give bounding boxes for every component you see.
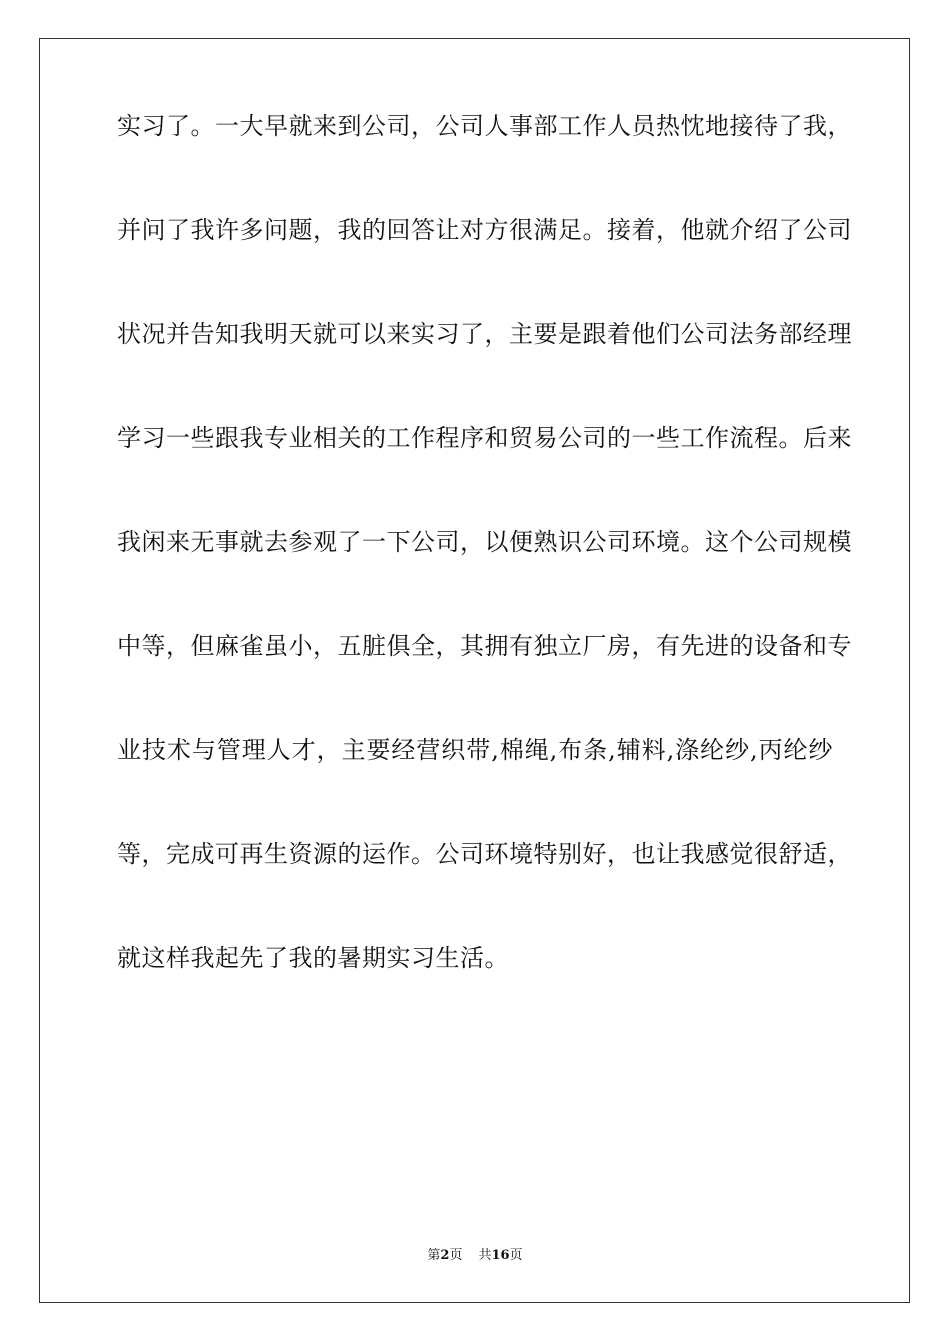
paragraph-line-9: 就这样我起先了我的暑期实习生活。 bbox=[117, 944, 509, 972]
paragraph-line-3: 状况并告知我明天就可以来实习了，主要是跟着他们公司法务部经理 bbox=[117, 320, 852, 348]
paragraph-line-6: 中等，但麻雀虽小，五脏俱全，其拥有独立厂房，有先进的设备和专 bbox=[117, 632, 852, 660]
total-pages: 16 bbox=[491, 1248, 510, 1263]
paragraph-line-2: 并问了我许多问题，我的回答让对方很满足。接着，他就介绍了公司 bbox=[117, 216, 852, 244]
paragraph-line-7: 业技术与管理人才，主要经营织带,棉绳,布条,辅料,涤纶纱,丙纶纱 bbox=[117, 736, 833, 764]
total-suffix: 页 bbox=[509, 1248, 523, 1263]
paragraph-line-1: 实习了。一大早就来到公司，公司人事部工作人员热忱地接待了我， bbox=[117, 112, 852, 140]
page-suffix: 页 bbox=[449, 1248, 463, 1263]
document-body bbox=[117, 112, 852, 1062]
total-prefix: 共 bbox=[478, 1248, 492, 1263]
page-number: 2 bbox=[440, 1248, 450, 1263]
page-prefix: 第 bbox=[427, 1248, 441, 1263]
paragraph-line-4: 学习一些跟我专业相关的工作程序和贸易公司的一些工作流程。后来 bbox=[117, 424, 852, 452]
page-footer bbox=[0, 1247, 950, 1265]
paragraph-line-8: 等，完成可再生资源的运作。公司环境特别好，也让我感觉很舒适， bbox=[117, 840, 852, 868]
paragraph-line-5: 我闲来无事就去参观了一下公司，以便熟识公司环境。这个公司规模 bbox=[117, 528, 852, 556]
